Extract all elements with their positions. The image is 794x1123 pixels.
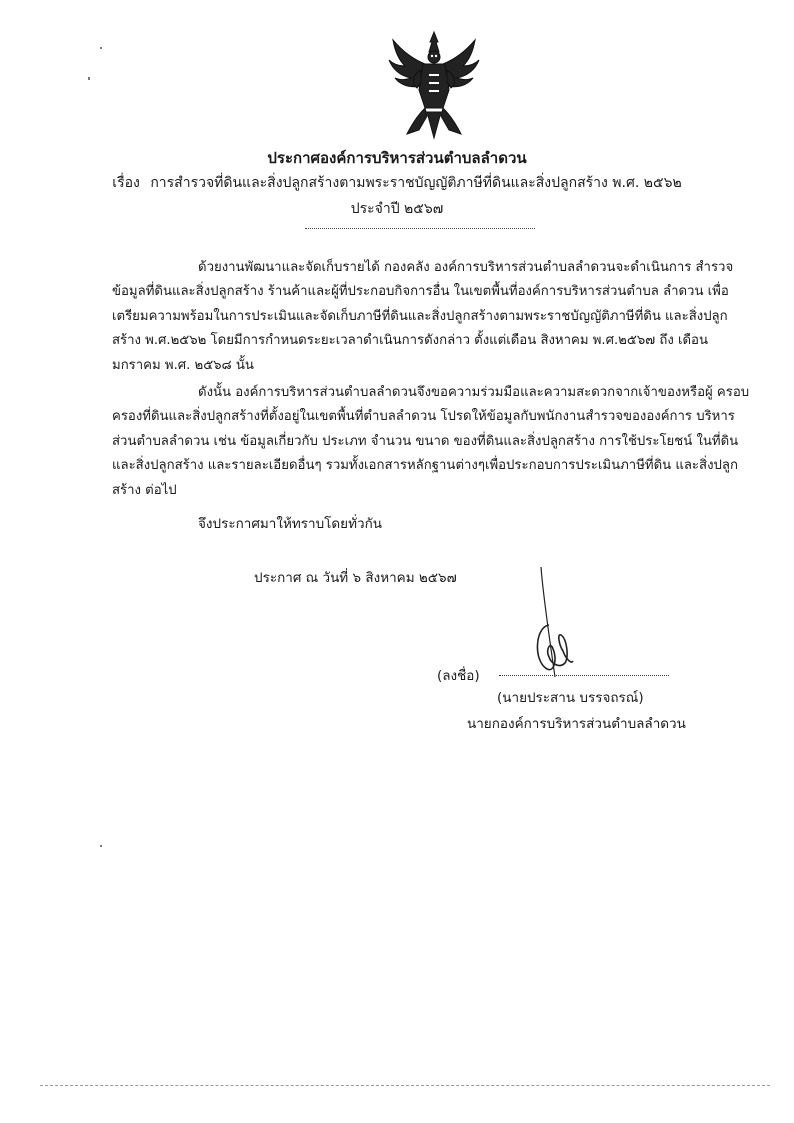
sign-label: (ลงชื่อ) [437, 668, 480, 684]
scan-speck [88, 77, 90, 80]
subject-text: การสำรวจที่ดินและสิ่งปลูกสร้างตามพระราชบัญญัติภาษีที่ดินและสิ่งปลูกสร้าง พ.ศ. ๒๕๖๒ [150, 175, 682, 191]
scan-speck [100, 845, 102, 847]
year-line: ประจำปี ๒๕๖๗ [350, 201, 444, 217]
paragraph-2 [112, 381, 754, 503]
signer-position: นายกองค์การบริหารส่วนตำบลลำดวน [467, 716, 686, 732]
paragraph-1-text: ด้วยงานพัฒนาและจัดเก็บรายได้ กองคลัง องค์การบริหารส่วนตำบลลำดวนจะดำเนินการ สำรวจข้อมูลที่ดินและสิ่งปลูกสร้าง ร้านค้าและผู้ที่ประกอบกิจการอื่น ในเขตพื้นที่องค์การบริหารส่วนตำบล ลำดวน เพื่อเตรียมความพร้อมในการประเมินและจัดเก็บภาษีที่ดินและสิ่งปลูกสร้างตามพระราชบัญญัติภาษีที่ดิน และสิ่งปลูกสร้าง พ.ศ.๒๕๖๒ โดยมีการกำหนดระยะเวลาดำเนินการดังกล่าว ตั้งแต่เดือน สิงหาคม พ.ศ.๒๕๖๗ ถึง เดือน มกราคม พ.ศ. ๒๕๖๘ นั้น [112, 260, 734, 373]
paragraph-2-text: ดังนั้น องค์การบริหารส่วนตำบลลำดวนจึงขอความร่วมมือและความสะดวกจากเจ้าของหรือผู้ ครอบครองที่ดินและสิ่งปลูกสร้างที่ตั้งอยู่ในเขตพื้นที่ตำบลลำดวน โปรดให้ข้อมูลกับพนักงานสำรวจขององค์การ บริหารส่วนตำบลลำดวน เช่น ข้อมูลเกี่ยวกับ ประเภท จำนวน ขนาด ของที่ดินและสิ่งปลูกสร้าง การใช้ประโยชน์ ในที่ดินและสิ่งปลูกสร้าง และรายละเอียดอื่นๆ รวมทั้งเอกสารหลักฐานต่างๆเพื่อประกอบการประเมินภาษีที่ดิน และสิ่งปลูกสร้าง ต่อไป [112, 385, 750, 498]
announcement-title: ประกาศองค์การบริหารส่วนตำบลลำดวน [267, 149, 527, 167]
subject-label: เรื่อง [112, 175, 140, 191]
closing-statement: จึงประกาศมาให้ทราบโดยทั่วกัน [198, 516, 382, 532]
scan-speck [100, 47, 102, 49]
separator-dotted-line [305, 228, 535, 229]
handwritten-signature [505, 565, 595, 685]
announcement-date: ประกาศ ณ วันที่ ๖ สิงหาคม ๒๕๖๗ [254, 570, 457, 586]
signer-name: (นายประสาน บรรจถรณ์) [497, 690, 644, 706]
signature-dotted-line [499, 675, 669, 676]
scan-edge-line [40, 1085, 770, 1086]
subject-line [0, 173, 794, 193]
paragraph-1 [112, 256, 754, 378]
garuda-emblem-icon [385, 30, 483, 140]
